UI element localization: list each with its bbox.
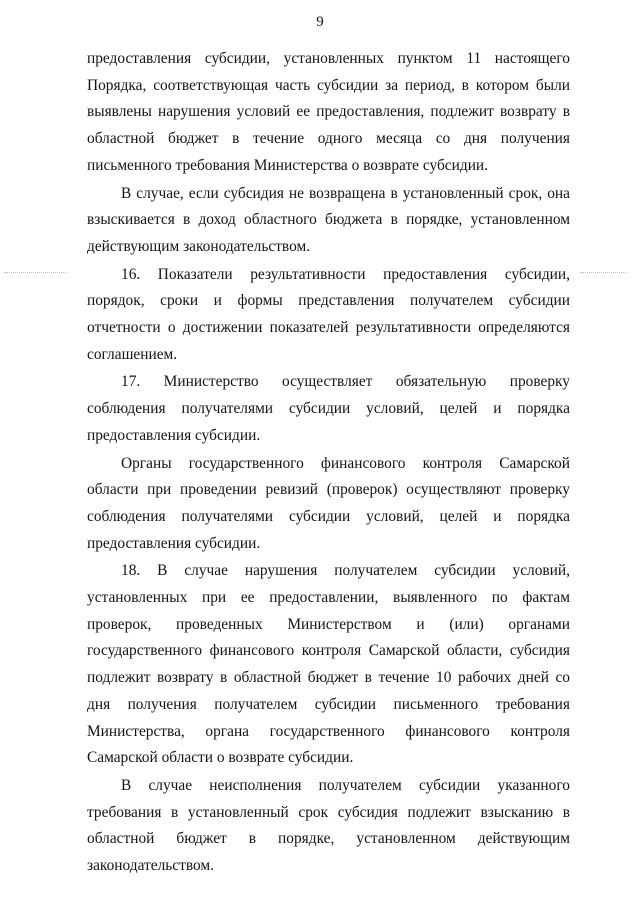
paragraph-financial-control: Органы государственного финансового контроля Самарской области при проведении ревизий (проверок) осуществляют проверку соблюдения получателями субсидии условий, целей и порядка предоставления субсидии. — [87, 454, 570, 552]
paragraph-item-16: 16. Показатели результативности предоставления субсидии, порядок, сроки и формы представления получателем субсидии отчетности о достижении показателей результативности определяются соглашением. — [87, 265, 570, 363]
page-number: 9 — [316, 14, 324, 30]
scan-artifact-left — [4, 272, 66, 273]
paragraph-non-fulfillment: В случае неисполнения получателем субсидии указанного требования в установленный срок субсидия подлежит взысканию в областной бюджет в порядке, установленном действующим законодательством. — [87, 776, 570, 875]
scan-artifact-right — [580, 272, 626, 273]
paragraph-refund-continuation: предоставления субсидии, установленных пунктом 11 настоящего Порядка, соответствующая часть субсидии за период, в котором были выявлены нарушения условий ее предоставления, подлежит возврату в областной бюджет в течение одного месяца со дня получения письменного требования Министерства о возврате субсидии. — [87, 50, 570, 174]
paragraph-item-17: 17. Министерство осуществляет обязательную проверку соблюдения получателями субсидии условий, целей и порядка предоставления субсидии. — [87, 373, 570, 444]
paragraph-item-18: 18. В случае нарушения получателем субсидии условий, установленных при ее предоставлении, выявленного по фактам проверок, проведенных Министерством и (или) органами государственного финансового контроля Самарской области, субсидия подлежит возврату в областной бюджет в течение 10 рабочих дней со дня получения получателем субсидии письменного требования Министерства, органа государственного финансового контроля Самарской области о возврате субсидии. — [87, 562, 570, 767]
paragraph-non-return-recovery: В случае, если субсидия не возвращена в установленный срок, она взыскивается в доход областного бюджета в порядке, установленном действующим законодательством. — [87, 184, 570, 255]
document-body — [87, 46, 570, 881]
